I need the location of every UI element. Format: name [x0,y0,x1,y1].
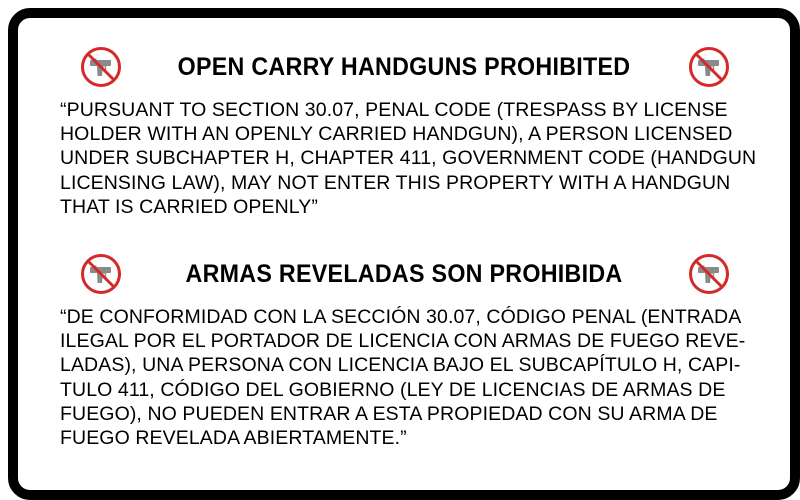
spanish-heading: ARMAS REVELADAS SON PROHIBIDA [185,260,623,288]
english-heading-row [18,38,790,94]
no-handgun-icon [688,46,730,88]
english-section [18,38,790,218]
open-carry-sign [8,8,800,500]
spanish-heading-row [18,245,790,301]
no-handgun-icon [80,253,122,295]
english-notice-text: “PURSUANT TO SECTION 30.07, PENAL CODE (TRESPASS BY LICENSE HOLDER WITH AN OPENLY CARRIED HANDGUN), A PERSON LICENSED UNDER SUBCHAPTER H, CHAPTER 411, GOVERNMENT CODE (HANDGUN LICENSING LAW), MAY NOT ENTER THIS PROPERTY WITH A HANDGUN THAT IS CARRIED OPENLY” [60,99,757,218]
no-handgun-icon [80,46,122,88]
spanish-notice-text: “DE CONFORMIDAD CON LA SECCIÓN 30.07, CÓDIGO PENAL (ENTRADA ILEGAL POR EL PORTADOR DE LICENCIA CON ARMAS DE FUEGO REVE- LADAS), UNA PERSONA CON LICENCIA BAJO EL SUBCAPÍTULO H, CAPI- TULO 411, CÓDIGO DEL GOBIERNO (LEY DE LICENCIAS DE ARMAS DE FUEGO), NO PUEDEN ENTRAR A ESTA PROPIEDAD CON SU ARMA DE FUEGO REVELADA ABIERTAMENTE.” [60,306,746,450]
no-handgun-icon [688,253,730,295]
english-heading: OPEN CARRY HANDGUNS PROHIBITED [177,53,631,81]
spanish-section [18,245,790,450]
